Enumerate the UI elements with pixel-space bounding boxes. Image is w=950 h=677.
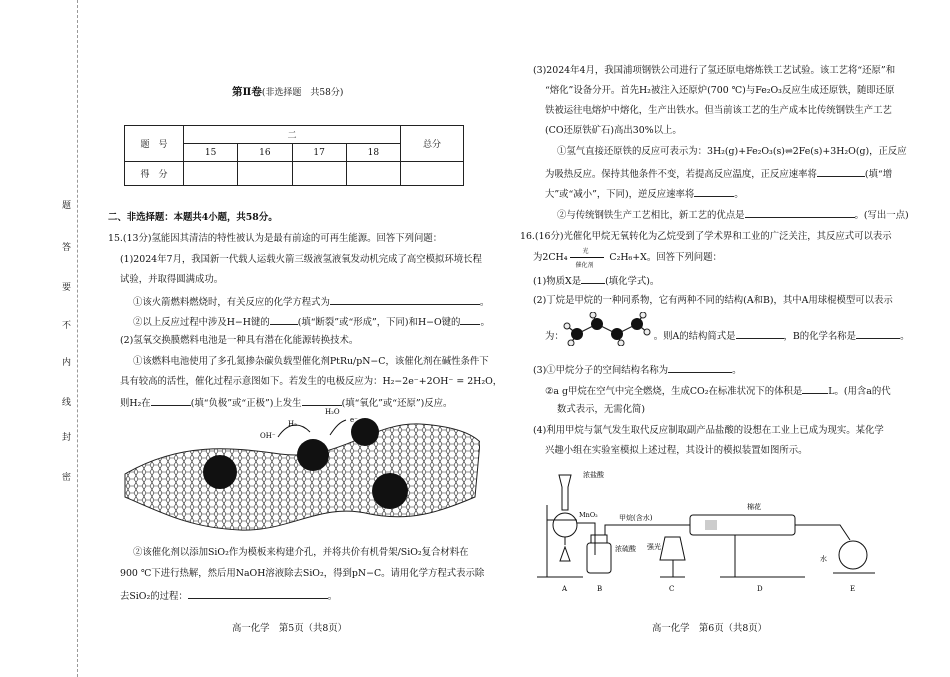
q16-2-b: 为： 。则A的结构简式是 ，B的化学名称是 。 — [545, 328, 909, 343]
fig-label-e: e⁻ — [350, 416, 358, 424]
q16-3: (3)①甲烷分子的空间结构名称为 。 — [533, 362, 742, 377]
label-mno2: MnO₂ — [579, 511, 598, 519]
label-methane: 甲烷(含水) — [619, 514, 653, 522]
label-light: 强光 — [647, 543, 661, 551]
q15-intro: 15.(13分)氢能因其清洁的特性被认为是最有前途的可再生能源。回答下列问题： — [108, 233, 443, 244]
q15-3-a: (3)2024年4月，我国浦项钢铁公司进行了氢还原电熔炼铁工艺试验。该工艺将“还原”和 — [533, 65, 896, 76]
table-col: 16 — [238, 144, 292, 162]
table-header-total: 总分 — [401, 126, 464, 162]
answer-blank[interactable] — [330, 294, 480, 305]
q15-3-i-c: 大”或“减小”，下同)，逆反应速率将 。 — [545, 186, 744, 201]
catalyst-particle — [203, 455, 237, 489]
table-score-label: 得 分 — [125, 162, 184, 186]
q16-intro-b: 为2CH₄ 光 催化剂 C₂H₆+X。回答下列问题： — [533, 248, 722, 269]
fig-label-h2: H₂ — [288, 420, 297, 428]
q15-3-i-a: ①氢气直接还原铁的反应可表示为：3H₂(g)+Fe₂O₃(s)⇌2Fe(s)+3H₂O(g)，正反应 — [557, 146, 907, 157]
page-footer-left: 高一化学 第5页（共8页） — [232, 623, 348, 634]
table-col: 15 — [184, 144, 238, 162]
q15-2-ii-a: ②该催化剂以添加SiO₂作为模板来构建介孔，并将共价有机骨架/SiO₂复合材料在 — [133, 547, 469, 558]
label-cotton: 棉花 — [747, 503, 761, 511]
q15-1-i: ①该火箭燃料燃烧时，有关反应的化学方程式为 。 — [133, 294, 489, 309]
q16-3-ii-a: ②a g甲烷在空气中完全燃烧，生成CO₂在标准状况下的体积是 L。(用含a的代 — [545, 383, 891, 398]
butane-ball-stick-model — [563, 312, 651, 346]
table-col: 17 — [292, 144, 346, 162]
q15-2-ii-c: 去SiO₂的过程： 。 — [120, 588, 337, 603]
q15-3-d: (CO还原铁矿石)高出30%以上。 — [545, 125, 682, 136]
q15-2: (2)氢氧交换膜燃料电池是一种具有潜在化能源转换技术。 — [120, 335, 359, 346]
page-footer-right: 高一化学 第6页（共8页） — [652, 623, 768, 634]
answer-blank[interactable] — [668, 362, 732, 373]
label-D: D — [757, 585, 763, 593]
q15-3-b: “熔化”设备分开。首先H₂被注入还原炉(700 ℃)与Fe₂O₃反应生成还原铁，随即还原 — [545, 85, 895, 96]
catalyst-particle — [297, 439, 329, 471]
q16-4-a: (4)利用甲烷与氯气发生取代反应制取副产品盐酸的设想在工业上已成为现实。某化学 — [533, 425, 884, 436]
q16-3-ii-b: 数式表示，无需化简) — [557, 404, 646, 415]
binding-char: 密 — [62, 473, 72, 483]
score-table — [124, 125, 464, 186]
binding-char: 要 — [62, 283, 72, 293]
binding-char: 答 — [62, 243, 72, 253]
q15-3-ii: ②与传统钢铁生产工艺相比，新工艺的优点是 。(写出一点) — [557, 207, 909, 222]
label-h2so4: 浓硫酸 — [615, 545, 636, 553]
label-water: 水 — [820, 555, 827, 563]
q16-1: (1)物质X是 (填化学式)。 — [533, 273, 659, 288]
q15-2-i-c: 则H₂在 (填“负极”或“正极”)上发生 (填“氧化”或“还原”)反应。 — [120, 395, 452, 410]
q16-intro-a: 16.(16分)光催化甲烷无氧转化为乙烷受到了学术界和工业的广泛关注，其反应式可以表示 — [520, 231, 892, 242]
fig-label-oh: OH⁻ — [260, 432, 276, 440]
q16-2: (2)丁烷是甲烷的一种同系物，它有两种不同的结构(A和B)，其中A用球棍模型可以表示 — [533, 295, 893, 306]
reaction-arrow: 光 催化剂 — [570, 251, 606, 264]
answer-blank[interactable] — [188, 588, 328, 599]
binding-char: 题 — [62, 201, 72, 211]
q15-3-i-b: 为吸热反应。保持其他条件不变，若提高反应温度，正反应速率将 (填“增 — [545, 166, 892, 181]
score-cell-total[interactable] — [401, 162, 464, 186]
answer-blank[interactable] — [581, 273, 605, 284]
reaction-arrow — [330, 420, 346, 435]
label-E: E — [850, 585, 856, 593]
score-cell[interactable] — [238, 162, 292, 186]
binding-margin — [0, 0, 86, 677]
binding-char: 封 — [62, 433, 72, 443]
answer-blank[interactable] — [817, 166, 865, 177]
label-C: C — [669, 585, 675, 593]
score-cell[interactable] — [184, 162, 238, 186]
cotton-plug — [705, 520, 717, 530]
answer-blank[interactable] — [856, 328, 900, 339]
binding-char: 线 — [62, 398, 72, 408]
binding-char: 内 — [62, 358, 72, 368]
answer-blank[interactable] — [736, 328, 784, 339]
binding-char: 不 — [62, 321, 72, 331]
q15-1-line-b: 试验，并取得圆满成功。 — [120, 274, 224, 285]
q15-2-i-a: ①该燃料电池使用了多孔氮掺杂碳负载型催化剂PtRu/pN−C，该催化剂在碱性条件下 — [133, 356, 489, 367]
answer-blank[interactable] — [802, 383, 828, 394]
table-group-header: 二 — [184, 126, 401, 144]
q15-1-line-a: (1)2024年7月，我国新一代载人运载火箭三级液氢液氧发动机完成了高空模拟环境长程 — [120, 254, 482, 265]
label-hcl: 浓盐酸 — [583, 471, 604, 479]
graphene-sheet — [125, 424, 480, 530]
section-title: 第Ⅱ卷(非选择题 共58分) — [232, 86, 344, 98]
catalyst-particle — [372, 473, 408, 509]
catalyst-figure — [120, 402, 480, 537]
apparatus-diagram — [535, 465, 895, 595]
q15-2-ii-b: 900 ℃下进行热解，然后用NaOH溶液除去SiO₂，得到pN−C。请用化学方程式表示除 — [120, 568, 485, 579]
answer-blank[interactable] — [270, 314, 298, 325]
label-B: B — [597, 585, 603, 593]
q15-1-ii: ②以上反应过程中涉及H−H键的 (填“断裂”或“形成”，下同)和H−O键的 。 — [133, 314, 490, 329]
q15-3-c: 铁被运往电熔炉中熔化，生产出铁水。但当前该工艺的生产成本比传统钢铁生产工艺 — [545, 105, 892, 116]
binding-line — [77, 0, 78, 677]
q16-4-b: 兴趣小组在实验室模拟上述过程，其设计的模拟装置如图所示。 — [545, 445, 808, 456]
label-A: A — [562, 585, 568, 593]
answer-blank[interactable] — [694, 186, 734, 197]
table-col: 18 — [346, 144, 400, 162]
q15-2-i-b: 具有较高的活性，催化过程示意图如下。若发生的电极反应为：H₂−2e⁻+2OH⁻ = 2H₂O， — [120, 376, 503, 387]
score-cell[interactable] — [292, 162, 346, 186]
answer-blank[interactable] — [460, 314, 480, 325]
part-header: 二、非选择题：本题共4小题，共58分。 — [108, 212, 278, 223]
table-header-qnum: 题 号 — [125, 126, 184, 162]
fig-label-h2o: H₂O — [325, 408, 340, 416]
score-cell[interactable] — [346, 162, 400, 186]
answer-blank[interactable] — [745, 207, 855, 218]
